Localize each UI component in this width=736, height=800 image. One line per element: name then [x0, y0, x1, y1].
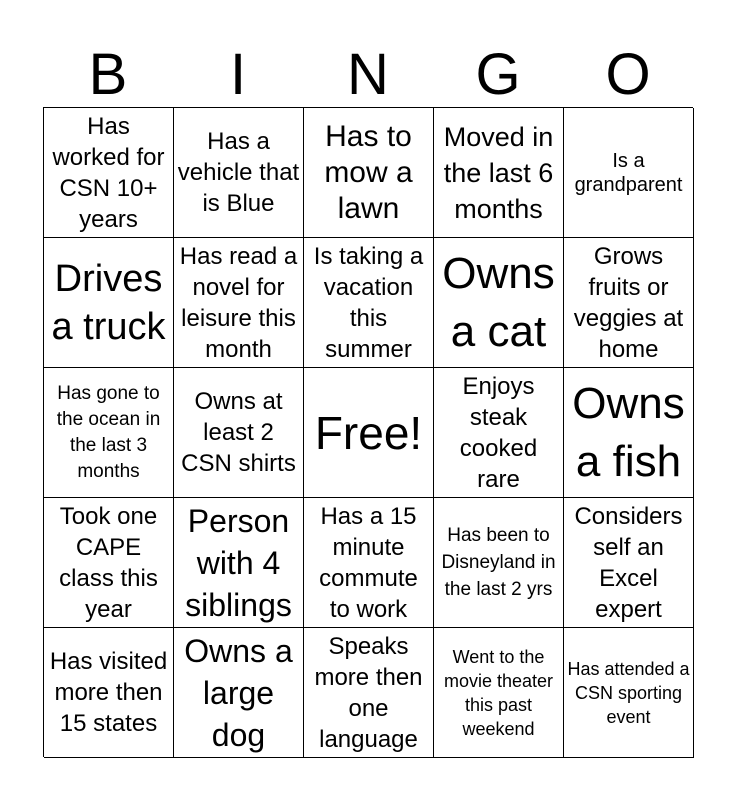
cell-text: Has worked for CSN 10+ years	[52, 112, 165, 233]
bingo-header	[43, 44, 693, 106]
header-letter-g: G	[475, 42, 521, 107]
bingo-cell[interactable]	[174, 498, 304, 628]
bingo-cell[interactable]	[564, 498, 694, 628]
bingo-grid	[43, 107, 693, 757]
cell-text: Owns a fish	[572, 378, 685, 486]
bingo-cell[interactable]	[44, 108, 174, 238]
bingo-cell[interactable]	[564, 368, 694, 498]
cell-text: Has read a novel for leisure this month	[179, 242, 298, 363]
cell-text: Speaks more then one language	[314, 632, 423, 753]
bingo-cell[interactable]	[174, 108, 304, 238]
bingo-cell[interactable]	[304, 108, 434, 238]
cell-text: Person with 4 siblings	[185, 502, 292, 623]
bingo-cell[interactable]	[304, 498, 434, 628]
bingo-cell[interactable]	[564, 108, 694, 238]
bingo-cell[interactable]	[434, 498, 564, 628]
cell-text: Free!	[314, 406, 423, 459]
bingo-cell[interactable]	[564, 628, 694, 758]
bingo-cell[interactable]	[174, 238, 304, 368]
cell-text: Enjoys steak cooked rare	[459, 372, 538, 493]
bingo-cell[interactable]	[44, 628, 174, 758]
bingo-cell[interactable]	[434, 108, 564, 238]
cell-text: Considers self an Excel expert	[574, 502, 683, 623]
cell-text: Owns a cat	[442, 248, 555, 356]
cell-text: Drives a truck	[51, 257, 166, 348]
cell-text: Owns a large dog	[184, 632, 293, 753]
bingo-cell[interactable]	[44, 368, 174, 498]
bingo-cell[interactable]	[434, 368, 564, 498]
bingo-cell[interactable]	[434, 628, 564, 758]
bingo-cell[interactable]	[44, 498, 174, 628]
bingo-cell[interactable]	[304, 238, 434, 368]
bingo-cell[interactable]	[434, 238, 564, 368]
cell-text: Owns at least 2 CSN shirts	[181, 388, 296, 477]
cell-text: Grows fruits or veggies at home	[573, 242, 684, 363]
cell-text: Is a grandparent	[574, 149, 683, 196]
header-letter-n: N	[347, 42, 389, 107]
bingo-cell[interactable]	[174, 368, 304, 498]
cell-text: Has a vehicle that is Blue	[177, 128, 300, 217]
cell-text: Moved in the last 6 months	[443, 121, 554, 224]
bingo-cell[interactable]	[304, 628, 434, 758]
cell-text: Has visited more then 15 states	[49, 648, 168, 737]
cell-text: Has gone to the ocean in the last 3 months	[56, 382, 161, 482]
bingo-cell[interactable]	[304, 368, 434, 498]
header-letter-b: B	[88, 42, 128, 107]
cell-text: Has attended a CSN sporting event	[567, 658, 690, 727]
cell-text: Went to the movie theater this past weekend	[443, 646, 554, 739]
header-letter-i: I	[229, 42, 247, 107]
cell-text: Took one CAPE class this year	[59, 502, 158, 623]
cell-text: Has to mow a lawn	[324, 119, 413, 225]
header-letter-o: O	[605, 42, 651, 107]
bingo-cell[interactable]	[564, 238, 694, 368]
cell-text: Has been to Disneyland in the last 2 yrs	[441, 525, 556, 600]
cell-text: Is taking a vacation this summer	[313, 242, 424, 363]
bingo-cell[interactable]	[44, 238, 174, 368]
bingo-cell[interactable]	[174, 628, 304, 758]
cell-text: Has a 15 minute commute to work	[319, 502, 418, 623]
